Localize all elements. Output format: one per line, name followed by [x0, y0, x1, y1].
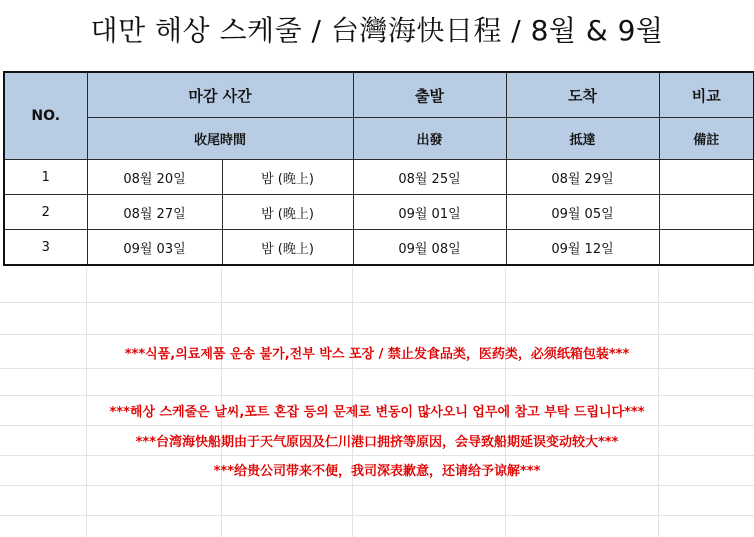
remark-cell [659, 195, 754, 230]
no-header: NO. [4, 72, 87, 160]
remark-header-zh: 備註 [659, 118, 754, 160]
header-row-korean [4, 72, 754, 118]
note-schedule-delay-zh: ***台湾海快船期由于天气原因及仁川港口拥挤等原因，会导致船期延误变动较大*** [135, 435, 619, 450]
depart-cell: 09월 01일 [353, 195, 506, 230]
note-schedule-change-ko: ***해상 스케줄은 날씨,포트 혼잡 등의 문제로 변동이 많사오니 업무에 참고 부탁 드립니다*** [109, 405, 645, 420]
table-row [4, 160, 754, 195]
cutoff-header-zh: 收尾時間 [87, 118, 353, 160]
schedule-table [3, 71, 754, 266]
cutoff-date-cell: 09월 03일 [87, 230, 222, 266]
note-no-food-medicine: ***식품,의료제품 운송 불가,전부 박스 포장 / 禁止发食品类，医药类，必须纸箱包装*** [124, 347, 630, 362]
table-row [4, 195, 754, 230]
cutoff-time-cell: 밤 (晚上) [222, 230, 353, 266]
row-number: 1 [4, 160, 87, 195]
depart-header-zh: 出發 [353, 118, 506, 160]
row-number: 3 [4, 230, 87, 266]
arrive-cell: 09월 12일 [506, 230, 659, 266]
remark-header-ko: 비교 [659, 72, 754, 118]
note-apology-zh: ***给贵公司带来不便，我司深表歉意，还请给予谅解*** [213, 464, 541, 479]
depart-header-ko: 출발 [353, 72, 506, 118]
depart-cell: 09월 08일 [353, 230, 506, 266]
row-number: 2 [4, 195, 87, 230]
remark-cell [659, 160, 754, 195]
cutoff-time-cell: 밤 (晚上) [222, 160, 353, 195]
depart-cell: 08월 25일 [353, 160, 506, 195]
table-row [4, 230, 754, 266]
arrive-header-ko: 도착 [506, 72, 659, 118]
page-title: 대만 해상 스케줄 / 台灣海快日程 / 8월 & 9월 [90, 14, 664, 47]
arrive-cell: 08월 29일 [506, 160, 659, 195]
arrive-header-zh: 抵達 [506, 118, 659, 160]
remark-cell [659, 230, 754, 266]
cutoff-date-cell: 08월 27일 [87, 195, 222, 230]
arrive-cell: 09월 05일 [506, 195, 659, 230]
cutoff-date-cell: 08월 20일 [87, 160, 222, 195]
header-row-chinese [4, 118, 754, 160]
cutoff-time-cell: 밤 (晚上) [222, 195, 353, 230]
cutoff-header-ko: 마감 사간 [87, 72, 353, 118]
